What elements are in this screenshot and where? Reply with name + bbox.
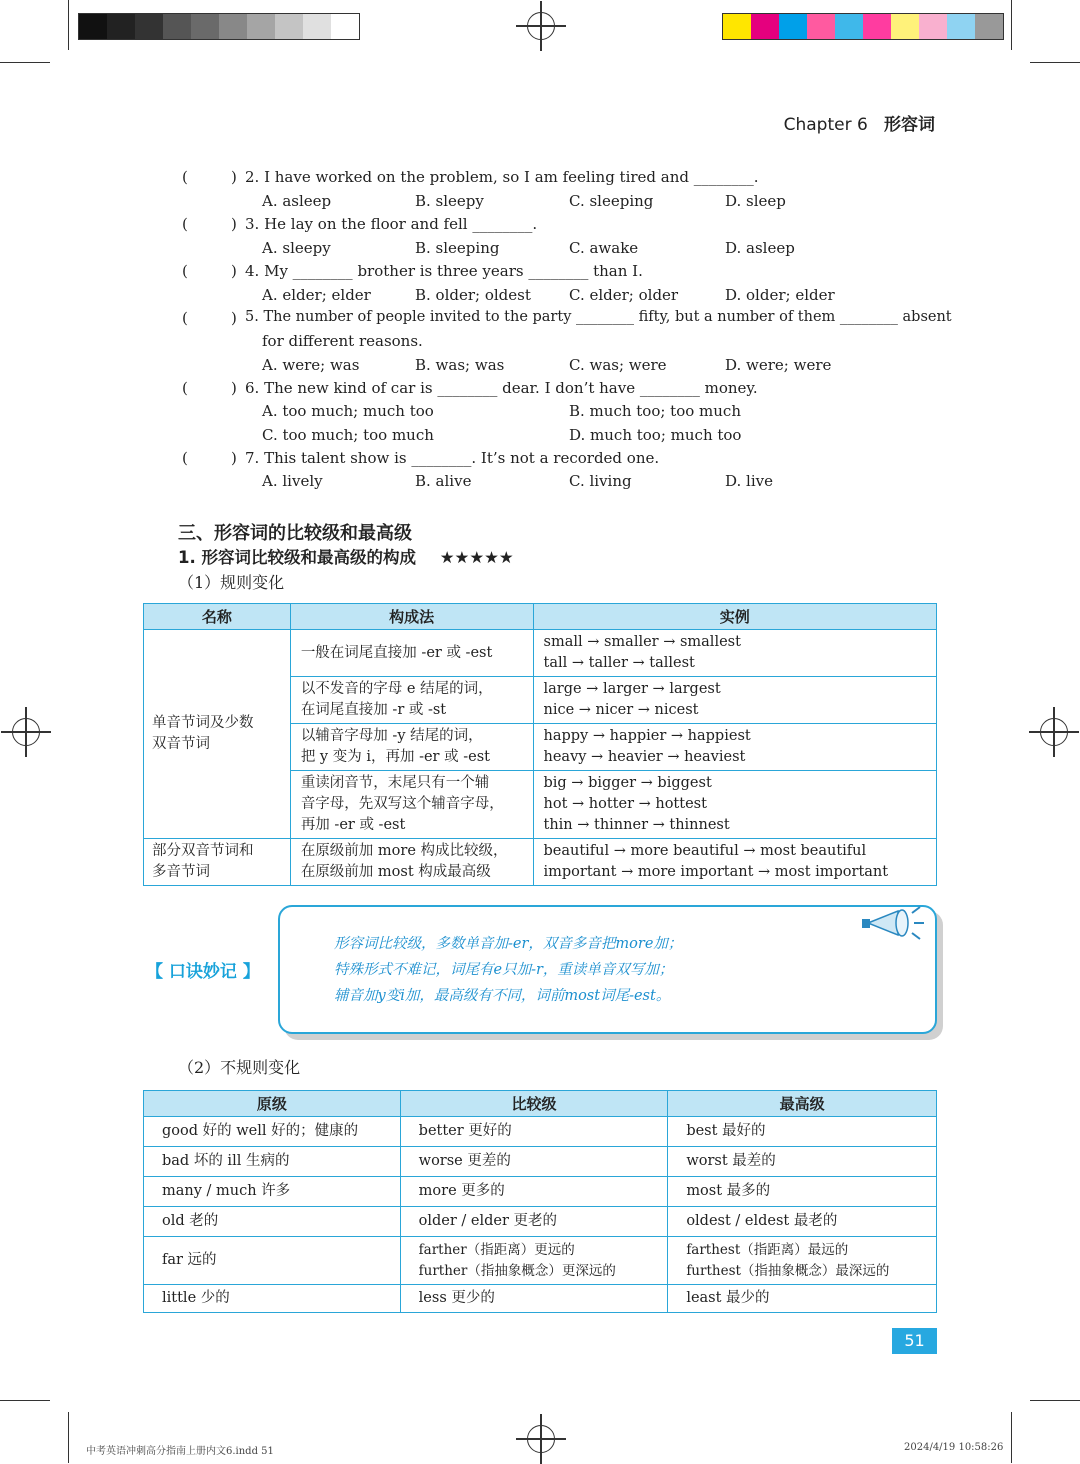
option-c: C. elder; older — [569, 286, 679, 304]
option-d: D. sleep — [725, 192, 786, 210]
example-cell — [533, 839, 937, 886]
example-cell — [533, 677, 937, 724]
example-cell — [533, 771, 937, 839]
comparative-cell — [400, 1237, 668, 1285]
table-row — [144, 1177, 937, 1207]
method-cell — [290, 724, 533, 771]
comparative-cell — [400, 1117, 668, 1147]
cell-text: good 好的 well 好的；健康的 — [162, 1123, 359, 1139]
megaphone-icon — [858, 893, 928, 943]
answer-paren-open: ( — [182, 449, 188, 467]
base-cell — [144, 1237, 401, 1285]
cell-text: important → more important → most important — [543, 864, 889, 880]
comparative-cell — [400, 1177, 668, 1207]
answer-paren-open: ( — [182, 262, 188, 280]
cell-text: big → bigger → biggest — [543, 775, 712, 791]
cell-text: bad 坏的 ill 生病的 — [162, 1153, 290, 1169]
crop-mark — [1011, 0, 1012, 50]
superlative-cell — [668, 1285, 937, 1313]
cell-text: furthest（指抽象概念）最深远的 — [686, 1262, 890, 1279]
mnemonic-label: 【 口诀妙记 】 — [146, 962, 260, 982]
cell-text: 在词尾直接加 -r 或 -st — [300, 702, 447, 718]
base-cell — [144, 1285, 401, 1313]
mnemonic-line: 特殊形式不难记，词尾有e只加-r，重读单音双写加； — [334, 962, 674, 978]
question-stem: 2. I have worked on the problem, so I am feeling tired and ________. — [245, 168, 759, 186]
option-b: B. much too; too much — [569, 402, 741, 420]
cell-text: 一般在词尾直接加 -er 或 -est — [300, 644, 493, 661]
table-row — [144, 1207, 937, 1237]
answer-paren-open: ( — [182, 168, 188, 186]
base-cell — [144, 1147, 401, 1177]
group-name-cell — [144, 630, 291, 839]
subsection-heading — [178, 544, 514, 568]
cell-text: little 少的 — [162, 1290, 230, 1306]
option-a: A. elder; elder — [262, 286, 371, 304]
cell-text: older / elder 更老的 — [418, 1213, 558, 1229]
option-d: D. older; elder — [725, 286, 835, 304]
option-b: B. older; oldest — [415, 286, 531, 304]
option-d: D. much too; much too — [569, 426, 742, 444]
table-row — [144, 1147, 937, 1177]
option-d: D. live — [725, 472, 773, 490]
cell-text: most 最多的 — [686, 1183, 771, 1199]
cell-text: more 更多的 — [418, 1183, 505, 1199]
crop-mark — [0, 62, 50, 63]
cell-text: far 远的 — [162, 1252, 217, 1268]
cell-text: small → smaller → smallest — [543, 634, 741, 650]
option-c: C. awake — [569, 239, 639, 257]
base-cell — [144, 1117, 401, 1147]
registration-mark-top — [527, 12, 555, 40]
col-header-method: 构成法 — [290, 604, 533, 630]
crop-mark — [68, 0, 69, 50]
page-number: 51 — [892, 1328, 937, 1354]
question-stem: 4. My ________ brother is three years ________ than I. — [245, 262, 643, 280]
comparative-cell — [400, 1285, 668, 1313]
superlative-cell — [668, 1117, 937, 1147]
cell-text: 单音节词及少数 — [152, 715, 254, 731]
superlative-cell — [668, 1177, 937, 1207]
chapter-title: 形容词 — [884, 115, 935, 135]
method-cell — [290, 771, 533, 839]
question-stem: 5. The number of people invited to the party ________ fifty, but a number of them ________ absent — [245, 309, 952, 325]
question-stem: 6. The new kind of car is ________ dear. I don’t have ________ money. — [245, 379, 758, 397]
option-c: C. was; were — [569, 356, 667, 374]
footer-file-info: 中考英语冲刺高分指南上册内文6.indd 51 — [86, 1446, 274, 1457]
cell-text: best 最好的 — [686, 1123, 766, 1139]
irregular-change-table — [143, 1090, 937, 1313]
registration-mark-right — [1040, 718, 1068, 746]
regular-change-table — [143, 603, 937, 886]
option-b: B. was; was — [415, 356, 505, 374]
cell-text: happy → happier → happiest — [543, 728, 751, 744]
cell-text: large → larger → largest — [543, 681, 721, 697]
option-a: A. too much; much too — [262, 402, 434, 420]
cell-text: thin → thinner → thinnest — [543, 817, 730, 833]
option-a: A. lively — [262, 472, 323, 490]
table-row — [144, 839, 937, 886]
crop-mark — [1030, 1400, 1080, 1401]
table-row — [144, 1237, 937, 1285]
cell-text: 以辅音字母加 -y 结尾的词， — [300, 728, 483, 744]
option-b: B. sleeping — [415, 239, 500, 257]
method-cell — [290, 630, 533, 677]
cell-text: oldest / eldest 最老的 — [686, 1213, 838, 1229]
cell-text: worse 更差的 — [418, 1153, 511, 1169]
registration-mark-bottom — [527, 1425, 555, 1453]
option-a: A. were; was — [262, 356, 360, 374]
mnemonic-line: 辅音加y变i加，最高级有不同，词前most词尾-est。 — [334, 988, 671, 1004]
option-d: D. were; were — [725, 356, 832, 374]
crop-mark — [0, 1400, 50, 1401]
example-cell — [533, 630, 937, 677]
option-a: A. asleep — [262, 192, 332, 210]
cell-text: 重读闭音节，末尾只有一个辅 — [300, 775, 490, 791]
cell-text: 双音节词 — [152, 736, 210, 752]
superlative-cell — [668, 1147, 937, 1177]
cell-text: worst 最差的 — [686, 1153, 776, 1169]
answer-paren-close: ) — [231, 262, 237, 280]
superlative-cell — [668, 1237, 937, 1285]
cell-text: nice → nicer → nicest — [543, 702, 699, 718]
regular-change-label: （1）规则变化 — [178, 573, 285, 592]
answer-paren-close: ) — [231, 449, 237, 467]
cell-text: 音字母，先双写这个辅音字母， — [300, 796, 504, 812]
cell-text: beautiful → more beautiful → most beautiful — [543, 843, 867, 859]
cell-text: least 最少的 — [686, 1290, 770, 1306]
color-bar — [722, 13, 1004, 40]
answer-paren-open: ( — [182, 215, 188, 233]
cell-text: old 老的 — [162, 1213, 219, 1229]
answer-paren-close: ) — [231, 309, 237, 327]
table-row — [144, 1285, 937, 1313]
cell-text: tall → taller → tallest — [543, 655, 695, 671]
answer-paren-open: ( — [182, 309, 188, 327]
col-header-base: 原级 — [144, 1091, 401, 1117]
table-row — [144, 1117, 937, 1147]
question-stem: 7. This talent show is ________. It’s not a recorded one. — [245, 449, 660, 467]
subsection-title: 1. 形容词比较级和最高级的构成 — [178, 548, 416, 567]
answer-paren-close: ) — [231, 379, 237, 397]
answer-paren-close: ) — [231, 215, 237, 233]
crop-mark — [1030, 62, 1080, 63]
table-row — [144, 630, 937, 677]
question-stem: 3. He lay on the floor and fell ________. — [245, 215, 538, 233]
cell-text: better 更好的 — [418, 1123, 512, 1139]
option-d: D. asleep — [725, 239, 795, 257]
cell-text: 在原级前加 most 构成最高级 — [300, 864, 491, 880]
cell-text: farthest（指距离）最远的 — [686, 1241, 849, 1258]
crop-mark — [68, 1412, 69, 1463]
superlative-cell — [668, 1207, 937, 1237]
cell-text: 在原级前加 more 构成比较级， — [300, 843, 508, 859]
answer-paren-close: ) — [231, 168, 237, 186]
irregular-change-label: （2）不规则变化 — [178, 1058, 301, 1077]
cell-text: 部分双音节词和 — [152, 843, 254, 859]
cell-text: hot → hotter → hottest — [543, 796, 707, 812]
cell-text: 以不发音的字母 e 结尾的词， — [300, 681, 493, 697]
cell-text: many / much 许多 — [162, 1183, 291, 1199]
section-heading: 三、形容词的比较级和最高级 — [178, 523, 412, 544]
method-cell — [290, 839, 533, 886]
cell-text: 把 y 变为 i，再加 -er 或 -est — [300, 749, 490, 765]
group-name-cell — [144, 839, 291, 886]
col-header-example: 实例 — [533, 604, 937, 630]
option-c: C. sleeping — [569, 192, 654, 210]
example-cell — [533, 724, 937, 771]
crop-mark — [1011, 1412, 1012, 1463]
footer-timestamp: 2024/4/19 10:58:26 — [904, 1442, 1004, 1453]
option-b: B. sleepy — [415, 192, 484, 210]
cell-text: further（指抽象概念）更深远的 — [418, 1262, 616, 1279]
grayscale-bar — [78, 13, 360, 40]
option-a: A. sleepy — [262, 239, 331, 257]
comparative-cell — [400, 1147, 668, 1177]
chapter-number: Chapter 6 — [783, 115, 868, 135]
chapter-header — [784, 110, 935, 135]
table-header-row — [144, 604, 937, 630]
option-c: C. living — [569, 472, 632, 490]
star-rating-icon: ★★★★★ — [439, 548, 514, 567]
cell-text: heavy → heavier → heaviest — [543, 749, 746, 765]
cell-text: less 更少的 — [418, 1290, 495, 1306]
cell-text: farther（指距离）更远的 — [418, 1241, 575, 1258]
comparative-cell — [400, 1207, 668, 1237]
base-cell — [144, 1177, 401, 1207]
col-header-superlative: 最高级 — [668, 1091, 937, 1117]
mnemonic-line: 形容词比较级，多数单音加-er，双音多音把more加； — [334, 936, 683, 952]
answer-paren-open: ( — [182, 379, 188, 397]
option-c: C. too much; too much — [262, 426, 434, 444]
col-header-comparative: 比较级 — [400, 1091, 668, 1117]
table-header-row — [144, 1091, 937, 1117]
method-cell — [290, 677, 533, 724]
registration-mark-left — [12, 718, 40, 746]
option-b: B. alive — [415, 472, 472, 490]
question-stem-continued: for different reasons. — [262, 332, 423, 350]
cell-text: 多音节词 — [152, 864, 210, 880]
col-header-name: 名称 — [144, 604, 291, 630]
base-cell — [144, 1207, 401, 1237]
cell-text: 再加 -er 或 -est — [300, 817, 406, 833]
